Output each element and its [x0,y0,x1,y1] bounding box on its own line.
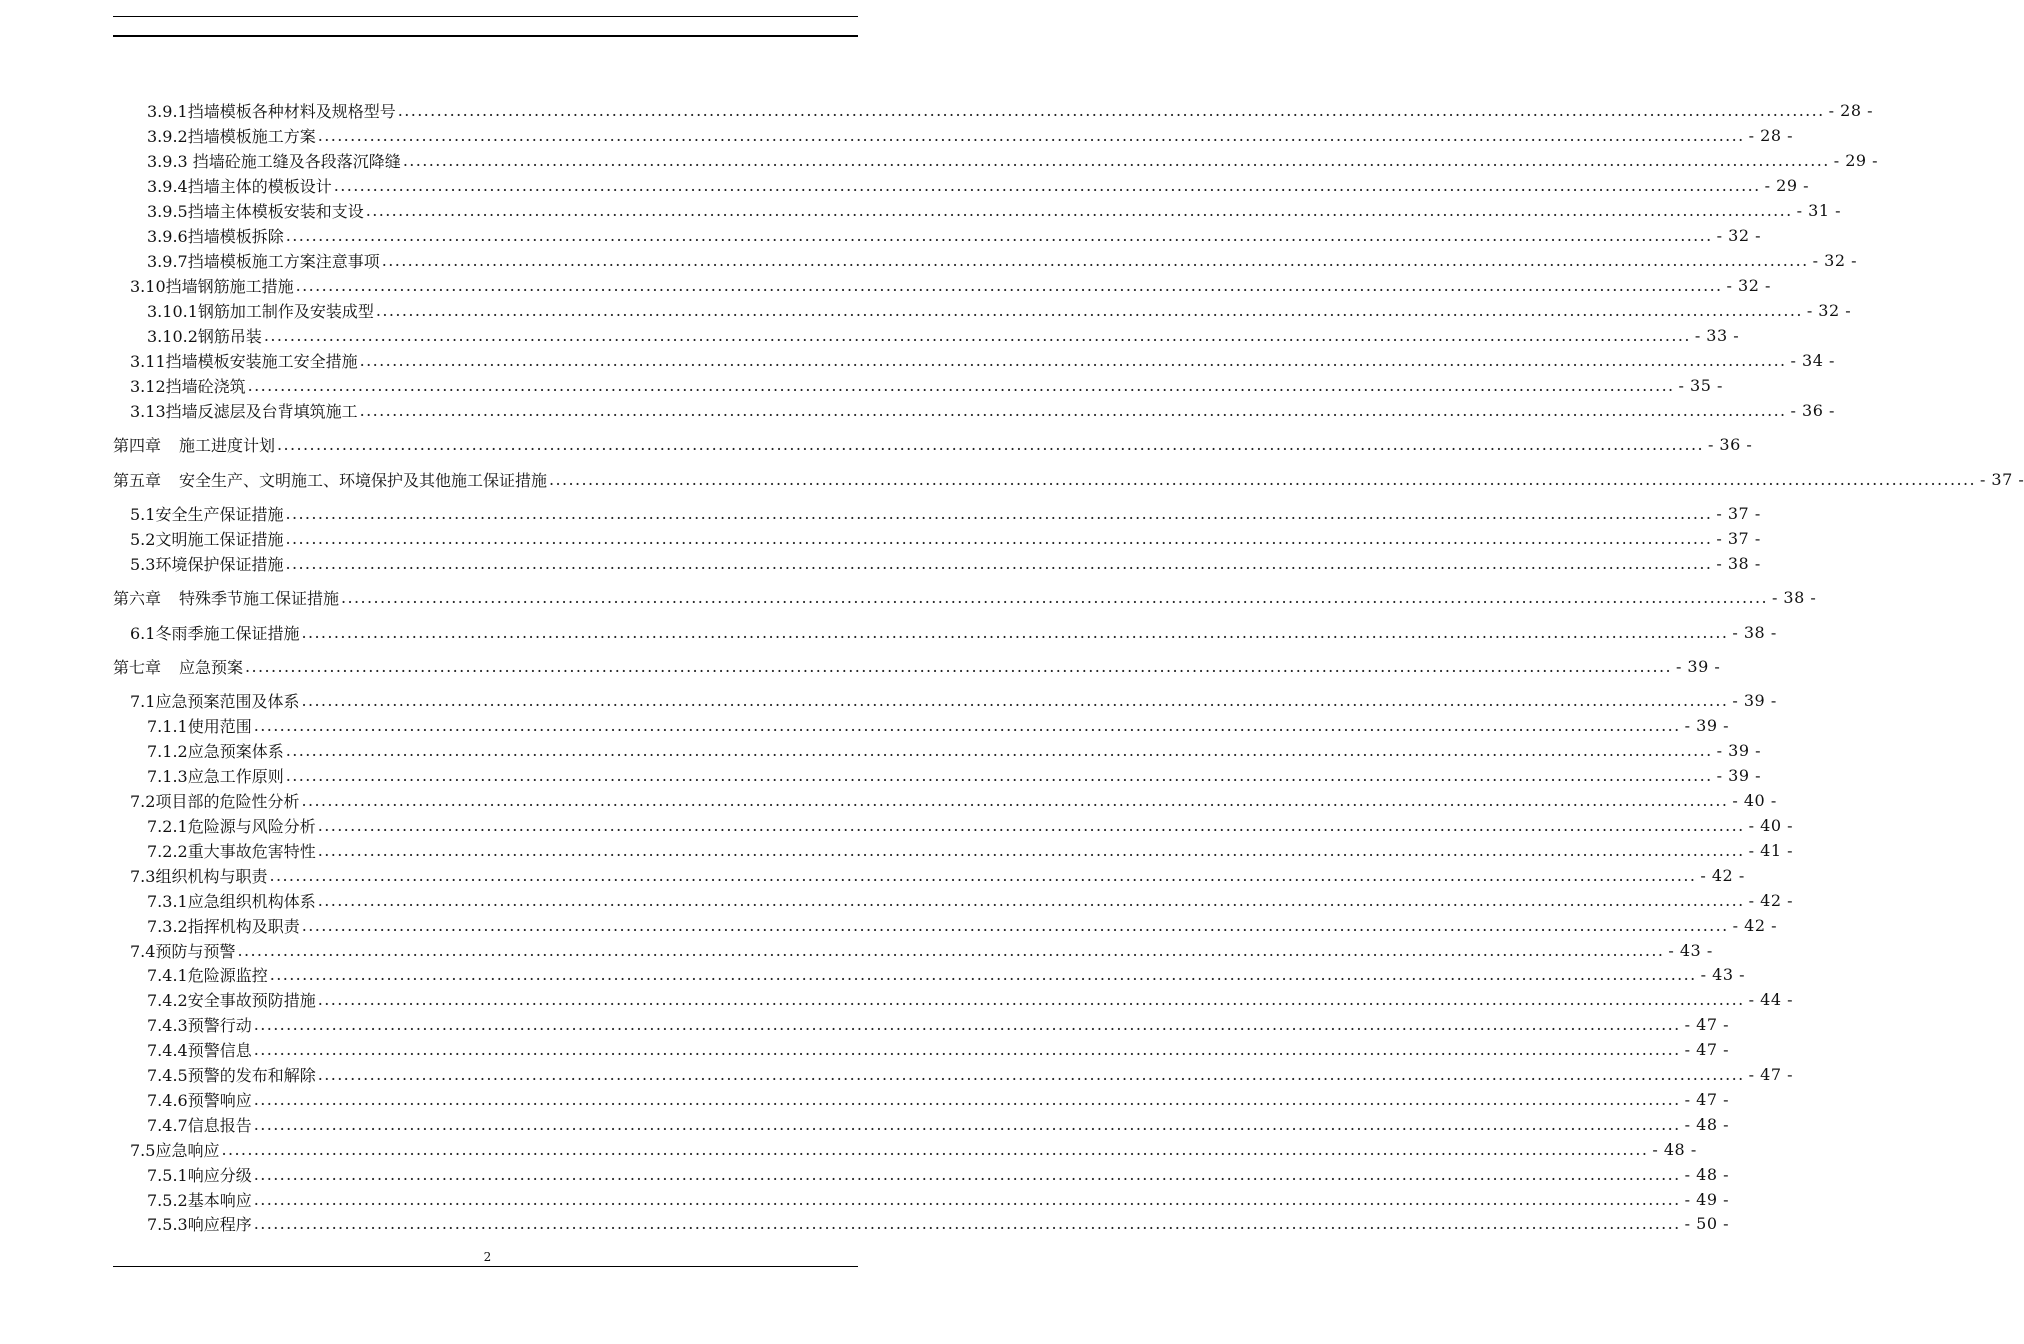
toc-entry[interactable] [147,249,1857,271]
toc-chapter-entry[interactable] [113,468,2024,490]
toc-entry-number: 5.3 [130,554,156,574]
toc-entry[interactable] [147,1063,1793,1085]
toc-entry-title [147,714,252,737]
toc-entry[interactable] [130,621,1777,643]
toc-page-number: - 48 - [1684,1114,1729,1134]
toc-entry-title [147,1088,252,1111]
toc-entry-text: 应急工作原则 [187,766,284,786]
toc-entry-text: 安全事故预防措施 [187,990,316,1010]
toc-page-number: - 31 - [1796,200,1841,220]
toc-entry-number: 7.4.3 [147,1015,188,1035]
toc-leader-dots: ............................................................................................................................................................................................................................ [247,375,1675,395]
toc-page-number: - 42 - [1700,865,1745,885]
toc-entry-title [113,468,547,491]
toc-leader-dots: ............................................................................................................................................................................................................................ [285,740,1713,760]
toc-leader-dots: ............................................................................................................................................................................................................................ [269,865,1697,885]
toc-entry-number: 7.5.1 [147,1165,188,1185]
toc-leader-dots: ............................................................................................................................................................................................................................ [253,1213,1681,1233]
toc-entry[interactable] [147,739,1761,761]
toc-page-number: - 47 - [1684,1014,1729,1034]
toc-entry-number: 7.2.2 [147,841,188,861]
toc-entry-number: 3.10 [130,276,166,296]
toc-entry-number: 7.1.2 [147,741,188,761]
toc-entry-text: 预防与预警 [155,941,236,961]
toc-entry-title [147,1038,252,1061]
toc-page-number: - 44 - [1748,989,1793,1009]
page-number: 2 [483,1250,492,1264]
toc-entry-title [147,149,401,172]
toc-entry[interactable] [130,399,1835,421]
toc-entry-text: 安全生产、文明施工、环境保护及其他施工保证措施 [179,470,548,490]
toc-entry-number: 7.3.1 [147,891,188,911]
toc-leader-dots: ............................................................................................................................................................................................................................ [317,1064,1745,1084]
toc-entry[interactable] [130,374,1723,396]
toc-entry-text: 钢筋加工制作及安装成型 [197,301,374,321]
toc-chapter-entry[interactable] [113,433,1753,455]
toc-entry-title [130,864,267,887]
toc-page-number: - 39 - [1732,690,1777,710]
toc-entry-number: 7.1.3 [147,766,188,786]
toc-entry-text: 危险源监控 [187,965,268,985]
toc-page-number: - 41 - [1748,840,1793,860]
toc-entry-title [147,299,374,322]
toc-entry-title [147,988,316,1011]
toc-entry[interactable] [147,914,1777,936]
toc-entry-number: 7.3 [130,866,156,886]
toc-entry[interactable] [130,552,1761,574]
toc-leader-dots: ............................................................................................................................................................................................................................ [253,1089,1681,1109]
toc-entry-number: 7.1.1 [147,716,188,736]
toc-leader-dots: ............................................................................................................................................................................................................................ [381,250,1809,270]
toc-entry[interactable] [130,274,1771,296]
toc-entry[interactable] [147,1088,1729,1110]
toc-leader-dots: ............................................................................................................................................................................................................................ [549,469,1976,489]
toc-entry[interactable] [130,689,1777,711]
toc-entry-number: 7.4.1 [147,965,188,985]
toc-entry[interactable] [130,864,1745,886]
toc-entry-text: 挡墙模板施工方案 [187,126,316,146]
toc-entry-text: 应急组织机构体系 [187,891,316,911]
toc-entry[interactable] [147,1113,1729,1135]
toc-entry-title [130,502,283,525]
toc-entry-title [113,433,275,456]
toc-entry-title [130,689,299,712]
toc-entry-title [147,814,316,837]
toc-leader-dots: ............................................................................................................................................................................................................................ [253,1164,1681,1184]
toc-entry[interactable] [130,789,1777,811]
toc-entry-number: 7.1 [130,691,156,711]
toc-entry-title [130,789,299,812]
toc-entry-title [147,174,332,197]
toc-entry[interactable] [130,939,1713,961]
toc-leader-dots: ............................................................................................................................................................................................................................ [375,300,1803,320]
toc-entry-title [130,621,299,644]
toc-entry-number: 第六章 [113,588,162,608]
toc-entry[interactable] [130,1138,1697,1160]
toc-page-number: - 37 - [1716,503,1761,523]
toc-entry-number: 3.10.1 [147,301,198,321]
toc-leader-dots: ............................................................................................................................................................................................................................ [341,587,1768,607]
toc-entry-text: 使用范围 [187,716,252,736]
toc-page-number: - 40 - [1732,790,1777,810]
toc-entry-title [147,1113,252,1136]
toc-entry-title [113,586,339,609]
toc-entry-text: 挡墙模板安装施工安全措施 [165,351,358,371]
toc-leader-dots: ............................................................................................................................................................................................................................ [301,915,1729,935]
toc-entry-title [147,249,380,272]
toc-page-number: - 39 - [1675,656,1721,676]
toc-entry-number: 3.10.2 [147,326,198,346]
toc-entry-text: 预警响应 [187,1090,252,1110]
toc-leader-dots: ............................................................................................................................................................................................................................ [263,325,1691,345]
toc-entry-text: 挡墙钢筋施工措施 [165,276,294,296]
toc-entry-title [130,274,294,297]
toc-page-number: - 38 - [1716,553,1761,573]
toc-page-number: - 38 - [1732,622,1777,642]
toc-entry-number: 7.4.6 [147,1090,188,1110]
toc-entry-text: 挡墙主体模板安装和支设 [187,201,364,221]
toc-entry[interactable] [147,963,1745,985]
toc-leader-dots: ............................................................................................................................................................................................................................ [221,1139,1649,1159]
toc-leader-dots: ............................................................................................................................................................................................................................ [285,528,1713,548]
toc-entry-text: 挡墙反滤层及台背填筑施工 [165,401,358,421]
toc-entry-title [147,839,316,862]
toc-entry-number: 7.4 [130,941,156,961]
toc-entry-text: 应急响应 [155,1140,220,1160]
toc-page-number: - 36 - [1790,400,1835,420]
toc-page-number: - 33 - [1694,325,1740,345]
toc-entry[interactable] [147,124,1793,146]
toc-leader-dots: ............................................................................................................................................................................................................................ [301,622,1729,642]
toc-page-number: - 28 - [1748,125,1793,145]
toc-leader-dots: ............................................................................................................................................................................................................................ [253,715,1681,735]
toc-entry-title [147,1188,252,1211]
toc-entry-title [130,527,283,550]
toc-entry-text: 预警信息 [187,1040,252,1060]
toc-entry[interactable] [147,839,1793,861]
toc-entry-title [147,199,364,222]
toc-entry-number: 3.9.1 [147,101,188,121]
toc-entry-text: 基本响应 [187,1190,252,1210]
toc-entry[interactable] [147,99,1873,121]
toc-page-number: - 29 - [1833,150,1879,170]
toc-entry-title [130,349,358,372]
toc-entry[interactable] [130,527,1761,549]
toc-entry-title [147,1013,252,1036]
toc-entry-text: 响应分级 [187,1165,252,1185]
toc-entry-text: 应急预案范围及体系 [155,691,300,711]
toc-entry-text: 挡墙模板施工方案注意事项 [187,251,380,271]
toc-entry[interactable] [147,199,1841,221]
toc-entry-text: 危险源与风险分析 [187,816,316,836]
toc-entry-number: 5.1 [130,504,156,524]
toc-page-number: - 49 - [1684,1189,1729,1209]
toc-leader-dots: ............................................................................................................................................................................................................................ [269,964,1697,984]
toc-page-number: - 48 - [1684,1164,1729,1184]
toc-leader-dots: ............................................................................................................................................................................................................................ [253,1114,1681,1134]
toc-entry-text: 挡墙模板拆除 [187,226,284,246]
toc-page-number: - 35 - [1678,375,1723,395]
toc-entry-number: 3.9.7 [147,251,188,271]
toc-entry[interactable] [147,1188,1729,1210]
toc-entry[interactable] [147,988,1793,1010]
toc-page-number: - 29 - [1764,175,1809,195]
toc-page-number: - 37 - [1979,469,2024,489]
toc-entry-title [147,124,316,147]
toc-entry-text: 安全生产保证措施 [155,504,284,524]
toc-entry-title [147,963,268,986]
toc-entry-number: 7.4.4 [147,1040,188,1060]
toc-entry-text: 施工进度计划 [179,435,276,455]
toc-entry-title [130,1138,219,1161]
toc-entry-title [147,324,262,347]
toc-entry-number: 第四章 [113,435,162,455]
toc-entry-title [147,1063,316,1086]
toc-page-number: - 36 - [1707,434,1753,454]
toc-entry-number: 第七章 [113,657,162,677]
toc-entry-text: 文明施工保证措施 [155,529,284,549]
toc-leader-dots: ............................................................................................................................................................................................................................ [359,350,1787,370]
toc-entry-text: 环境保护保证措施 [155,554,284,574]
toc-leader-dots: ............................................................................................................................................................................................................................ [295,275,1723,295]
toc-entry-text: 应急预案 [179,657,244,677]
toc-page-number: - 40 - [1748,815,1793,835]
toc-chapter-entry[interactable] [113,586,1817,608]
toc-leader-dots: ............................................................................................................................................................................................................................ [253,1189,1681,1209]
toc-entry[interactable] [130,502,1761,524]
toc-page-number: - 50 - [1684,1213,1729,1233]
toc-entry-number: 3.9.3 [147,151,188,171]
toc-entry-number: 3.11 [130,351,166,371]
toc-leader-dots: ............................................................................................................................................................................................................................ [277,434,1704,454]
toc-entry-text: 钢筋吊装 [197,326,262,346]
toc-entry-text: 特殊季节施工保证措施 [179,588,340,608]
toc-entry-title [147,1163,252,1186]
toc-leader-dots: ............................................................................................................................................................................................................................ [317,125,1745,145]
toc-entry-number: 3.9.2 [147,126,188,146]
toc-page-number: - 37 - [1716,528,1761,548]
toc-leader-dots: ............................................................................................................................................................................................................................ [397,100,1825,120]
toc-entry-title [147,224,284,247]
toc-entry-title [147,889,316,912]
footer-rule [113,1266,858,1267]
toc-entry-text: 挡墙砼浇筑 [165,376,246,396]
toc-entry[interactable] [147,324,1740,346]
toc-entry-number: 7.2 [130,791,156,811]
toc-leader-dots: ............................................................................................................................................................................................................................ [285,225,1713,245]
toc-entry-title [130,939,235,962]
toc-page-number: - 47 - [1748,1064,1793,1084]
toc-entry[interactable] [147,814,1793,836]
toc-entry[interactable] [147,149,1879,171]
toc-page-number: - 43 - [1668,940,1713,960]
toc-leader-dots: ............................................................................................................................................................................................................................ [285,553,1713,573]
toc-page-number: - 47 - [1684,1089,1729,1109]
toc-entry-number: 7.4.5 [147,1065,188,1085]
toc-entry-text: 预警行动 [187,1015,252,1035]
toc-leader-dots: ............................................................................................................................................................................................................................ [301,690,1729,710]
toc-entry-number: 3.9.6 [147,226,188,246]
toc-leader-dots: ............................................................................................................................................................................................................................ [402,150,1830,170]
toc-entry-number: 7.5 [130,1140,156,1160]
toc-entry-title [147,739,284,762]
toc-entry[interactable] [147,1038,1729,1060]
toc-entry-number: 3.9.4 [147,176,188,196]
toc-page-number: - 39 - [1684,715,1729,735]
toc-entry-text: 响应程序 [187,1214,252,1234]
toc-entry-title [130,374,246,397]
toc-leader-dots: ............................................................................................................................................................................................................................ [237,940,1665,960]
toc-entry-title [147,1212,252,1235]
toc-entry-number: 3.9.5 [147,201,188,221]
toc-entry-number: 7.4.2 [147,990,188,1010]
toc-page-number: - 39 - [1716,740,1761,760]
toc-entry[interactable] [147,764,1761,786]
toc-entry-number: 7.2.1 [147,816,188,836]
toc-page-number: - 32 - [1812,250,1857,270]
toc-entry-title [147,99,396,122]
toc-entry-number: 7.5.2 [147,1190,188,1210]
toc-page-number: - 38 - [1771,587,1817,607]
toc-entry-title [147,914,300,937]
toc-entry-text: 信息报告 [187,1115,252,1135]
toc-entry-text: 挡墙主体的模板设计 [187,176,332,196]
toc-page-number: - 34 - [1790,350,1835,370]
toc-page-number: - 42 - [1748,890,1793,910]
toc-entry-text: 项目部的危险性分析 [155,791,300,811]
toc-entry[interactable] [147,299,1852,321]
toc-entry-title [113,655,243,678]
toc-entry-text: 指挥机构及职责 [187,916,300,936]
toc-entry-number: 6.1 [130,623,156,643]
toc-leader-dots: ............................................................................................................................................................................................................................ [253,1039,1681,1059]
toc-leader-dots: ............................................................................................................................................................................................................................ [365,200,1793,220]
toc-entry-title [130,552,283,575]
toc-entry[interactable] [147,889,1793,911]
toc-entry-number: 第五章 [113,470,162,490]
toc-entry-number: 7.3.2 [147,916,188,936]
toc-leader-dots: ............................................................................................................................................................................................................................ [285,765,1713,785]
toc-entry-title [130,399,358,422]
toc-leader-dots: ............................................................................................................................................................................................................................ [317,815,1745,835]
toc-entry-number: 3.12 [130,376,166,396]
toc-leader-dots: ............................................................................................................................................................................................................................ [317,989,1745,1009]
toc-chapter-entry[interactable] [113,655,1721,677]
toc-page-number: - 32 - [1716,225,1761,245]
toc-entry-text: 组织机构与职责 [155,866,268,886]
toc-page-number: - 28 - [1828,100,1873,120]
toc-entry-number: 7.5.3 [147,1214,188,1234]
toc-page-number: - 48 - [1652,1139,1697,1159]
toc-page-number: - 32 - [1806,300,1852,320]
toc-leader-dots: ............................................................................................................................................................................................................................ [317,840,1745,860]
toc-entry-text: 冬雨季施工保证措施 [155,623,300,643]
toc-entry-number: 3.13 [130,401,166,421]
toc-entry[interactable] [147,1163,1729,1185]
toc-page-number: - 47 - [1684,1039,1729,1059]
toc-entry-text: 预警的发布和解除 [187,1065,316,1085]
toc-leader-dots: ............................................................................................................................................................................................................................ [359,400,1787,420]
toc-entry[interactable] [147,1013,1729,1035]
toc-page-number: - 43 - [1700,964,1745,984]
toc-leader-dots: ............................................................................................................................................................................................................................ [253,1014,1681,1034]
toc-entry-number: 7.4.7 [147,1115,188,1135]
toc-leader-dots: ............................................................................................................................................................................................................................ [317,890,1745,910]
toc-entry-text: 挡墙模板各种材料及规格型号 [187,101,396,121]
toc-leader-dots: ............................................................................................................................................................................................................................ [333,175,1761,195]
toc-entry[interactable] [130,349,1835,371]
toc-page-number: - 39 - [1716,765,1761,785]
toc-entry-title [147,764,284,787]
toc-entry[interactable] [147,174,1809,196]
toc-entry[interactable] [147,224,1761,246]
toc-entry-text: 挡墙砼施工缝及各段落沉降缝 [187,151,401,171]
toc-entry-text: 应急预案体系 [187,741,284,761]
toc-page-number: - 32 - [1726,275,1771,295]
toc-page-number: - 42 - [1732,915,1777,935]
toc-entry-number: 5.2 [130,529,156,549]
toc-leader-dots: ............................................................................................................................................................................................................................ [301,790,1729,810]
toc-entry[interactable] [147,1212,1729,1234]
toc-leader-dots: ............................................................................................................................................................................................................................ [245,656,1672,676]
toc-leader-dots: ............................................................................................................................................................................................................................ [285,503,1713,523]
toc-entry-text: 重大事故危害特性 [187,841,316,861]
toc-entry[interactable] [147,714,1729,736]
